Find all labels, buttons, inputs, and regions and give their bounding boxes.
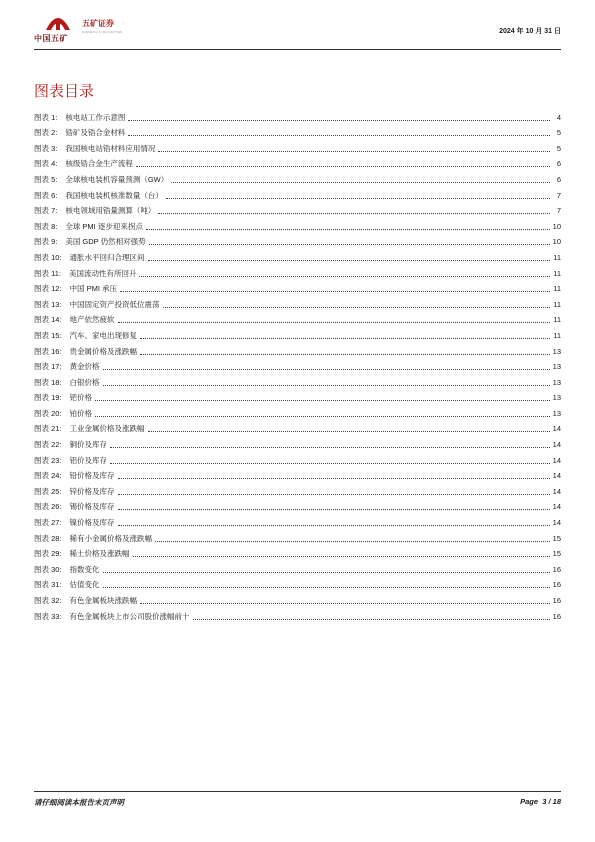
toc-entry-title: 黄金价格 (69, 362, 100, 372)
footer-divider (34, 791, 561, 792)
toc-entry-page: 16 (552, 611, 561, 621)
toc-entry[interactable] (34, 294, 561, 310)
footer-disclaimer: 请仔细阅读本报告末页声明 (34, 798, 124, 807)
toc-entry-title: 铂价格 (69, 408, 93, 418)
toc-entry[interactable] (34, 123, 561, 139)
toc-entry-title: 汽车、家电出现修复 (69, 330, 138, 340)
toc-entry-page: 10 (552, 237, 561, 247)
toc-entry-page: 6 (556, 174, 561, 184)
toc-entry-title: 核电站工作示意图 (65, 112, 126, 122)
toc-leader-dots (103, 572, 550, 573)
toc-entry-page: 14 (552, 518, 561, 528)
toc-entry-number: 图表 10: (34, 252, 62, 262)
toc-entry-title: 美国 GDP 仍然相对强势 (65, 237, 146, 247)
toc-entry-title: 贵金属价格及涨跌幅 (69, 346, 138, 356)
toc-entry-page: 5 (556, 143, 561, 153)
toc-entry-number: 图表 17: (34, 362, 62, 372)
toc-entry-number: 图表 2: (34, 128, 58, 138)
toc-entry-page: 14 (552, 471, 561, 481)
toc-entry-page: 16 (552, 580, 561, 590)
toc-leader-dots (128, 135, 550, 136)
toc-entry-title: 全球 PMI 逐步迎来拐点 (65, 221, 143, 231)
toc-entry[interactable] (34, 512, 561, 528)
toc-entry-page: 11 (553, 252, 561, 262)
toc-entry-title: 稀土价格及涨跌幅 (69, 549, 130, 559)
toc-entry-number: 图表 18: (34, 377, 62, 387)
toc-entry-title: 中国固定资产投资低位震荡 (69, 299, 160, 309)
toc-entry-page: 7 (556, 190, 561, 200)
toc-entry-page: 4 (556, 112, 561, 122)
toc-entry-number: 图表 31: (34, 580, 62, 590)
toc-entry-page: 11 (553, 268, 561, 278)
toc-entry[interactable] (34, 606, 561, 622)
toc-entry[interactable] (34, 138, 561, 154)
toc-entry-page: 6 (556, 159, 561, 169)
toc-entry-title: 白银价格 (69, 377, 100, 387)
toc-entry-title: 锆矿及锆合金材料 (65, 128, 126, 138)
toc-leader-dots (140, 338, 550, 339)
toc-leader-dots (158, 151, 550, 152)
toc-entry-page: 11 (553, 330, 561, 340)
toc-entry-title: 稀有小金属价格及涨跌幅 (69, 533, 153, 543)
toc-entry[interactable] (34, 279, 561, 295)
toc-entry-title: 钯价格 (69, 393, 93, 403)
page-number (520, 797, 561, 806)
toc-entry-title: 镍价格及库存 (69, 518, 115, 528)
toc-entry-number: 图表 3: (34, 143, 58, 153)
broker-name-block (82, 18, 122, 34)
header-divider (34, 49, 561, 50)
toc-entry-page: 11 (553, 299, 561, 309)
toc-entry[interactable] (34, 154, 561, 170)
toc-entry[interactable] (34, 185, 561, 201)
toc-entry-number: 图表 9: (34, 237, 58, 247)
toc-leader-dots (110, 463, 550, 464)
toc-entry-title: 中国 PMI 承压 (69, 284, 118, 294)
page-label: Page (520, 797, 539, 806)
toc-entry-page: 13 (552, 393, 561, 403)
toc-entry-page: 13 (552, 346, 561, 356)
broker-name: 五矿证券 (82, 19, 114, 28)
toc-entry-number: 图表 24: (34, 471, 62, 481)
toc-entry-title: 有色金属板块上市公司股价涨幅前十 (69, 611, 190, 621)
toc-leader-dots (118, 509, 550, 510)
toc-entry-number: 图表 6: (34, 190, 58, 200)
toc-entry-title: 通胀水平回归合理区间 (69, 252, 145, 262)
toc-leader-dots (171, 182, 550, 183)
toc-leader-dots (163, 307, 550, 308)
toc-leader-dots (120, 291, 550, 292)
toc-entry-number: 图表 14: (34, 315, 62, 325)
toc-entry[interactable] (34, 201, 561, 217)
toc-leader-dots (140, 354, 550, 355)
toc-entry[interactable] (34, 528, 561, 544)
toc-entry[interactable] (34, 107, 561, 123)
toc-entry[interactable] (34, 341, 561, 357)
toc-entry[interactable] (34, 434, 561, 450)
toc-entry-title: 地产依然疲软 (69, 315, 115, 325)
toc-entry-page: 13 (552, 408, 561, 418)
toc-entry-page: 5 (556, 128, 561, 138)
toc-entry-number: 图表 11: (34, 268, 61, 278)
toc-entry-number: 图表 20: (34, 408, 62, 418)
toc-entry-page: 10 (552, 221, 561, 231)
toc-entry-number: 图表 21: (34, 424, 62, 434)
toc-entry[interactable] (34, 216, 561, 232)
toc-entry-page: 14 (552, 440, 561, 450)
toc-entry[interactable] (34, 559, 561, 575)
toc-entry-number: 图表 22: (34, 440, 62, 450)
toc-entry-page: 11 (553, 284, 561, 294)
report-date: 2024 年 10 月 31 日 (499, 28, 561, 35)
logo-text: 中国五矿 (34, 34, 68, 43)
toc-entry[interactable] (34, 419, 561, 435)
toc-entry[interactable] (34, 310, 561, 326)
toc-entry-number: 图表 13: (34, 299, 62, 309)
toc-leader-dots (148, 431, 550, 432)
toc-entry[interactable] (34, 357, 561, 373)
toc-entry-title: 工业金属价格及涨跌幅 (69, 424, 145, 434)
toc-entry-number: 图表 16: (34, 346, 62, 356)
toc-leader-dots (118, 478, 550, 479)
toc-entry-title: 全球核电装机容量预测（GW） (65, 174, 169, 184)
toc-entry-number: 图表 26: (34, 502, 62, 512)
page-value: 3 / 18 (542, 797, 561, 806)
toc-entry-page: 15 (552, 533, 561, 543)
toc-entry-title: 铜价及库存 (69, 440, 108, 450)
toc-leader-dots (133, 556, 550, 557)
toc-entry-title: 指数变化 (69, 564, 100, 574)
toc-leader-dots (136, 166, 550, 167)
toc-entry-title: 我国核电装机核准数量（台） (65, 190, 163, 200)
minmetals-logo-icon (42, 12, 74, 32)
toc-entry-title: 我国核电站锆材料应用情况 (65, 143, 156, 153)
toc-leader-dots (103, 385, 550, 386)
toc-entry-page: 16 (552, 596, 561, 605)
toc-entry-title: 有色金属板块涨跌幅 (69, 596, 138, 605)
toc-entry-title: 估值变化 (69, 580, 100, 590)
toc-entry[interactable] (34, 544, 561, 560)
toc-leader-dots (158, 213, 550, 214)
toc-entry[interactable] (34, 247, 561, 263)
toc-entry-number: 图表 19: (34, 393, 62, 403)
toc-entry-page: 14 (552, 502, 561, 512)
toc-entry-number: 图表 5: (34, 174, 58, 184)
toc-entry[interactable] (34, 169, 561, 185)
toc-leader-dots (95, 416, 550, 417)
toc-entry[interactable] (34, 590, 561, 606)
toc-entry-page: 14 (552, 455, 561, 465)
toc-leader-dots (103, 369, 550, 370)
toc-entry[interactable] (34, 232, 561, 248)
toc-entry-number: 图表 8: (34, 221, 58, 231)
toc-leader-dots (166, 198, 550, 199)
toc-leader-dots (149, 244, 550, 245)
toc-entry-page: 13 (552, 362, 561, 372)
toc-entry-page: 14 (552, 486, 561, 496)
toc-entry[interactable] (34, 575, 561, 591)
toc-entry-number: 图表 33: (34, 611, 62, 621)
toc-entry-title: 美国流动性有所回升 (68, 268, 137, 278)
toc-entry[interactable] (34, 372, 561, 388)
toc-entry-title: 铝价及库存 (69, 455, 108, 465)
section-title: 图表目录 (34, 83, 95, 100)
toc-leader-dots (118, 494, 550, 495)
toc-entry[interactable] (34, 497, 561, 513)
toc-leader-dots (118, 525, 550, 526)
toc-leader-dots (103, 587, 550, 588)
toc-leader-dots (148, 260, 550, 261)
toc-entry-number: 图表 12: (34, 284, 62, 294)
toc-entry-page: 13 (552, 377, 561, 387)
table-of-figures (34, 107, 561, 622)
toc-entry-number: 图表 15: (34, 330, 62, 340)
toc-entry[interactable] (34, 403, 561, 419)
broker-english-name: MINMETALS SECURITIES (82, 30, 123, 34)
toc-entry-title: 锌价格及库存 (69, 486, 115, 496)
toc-entry-number: 图表 7: (34, 206, 58, 216)
toc-entry-page: 11 (553, 315, 561, 325)
toc-entry-number: 图表 27: (34, 518, 62, 528)
toc-leader-dots (146, 229, 550, 230)
toc-entry-title: 锡价格及库存 (69, 502, 115, 512)
toc-leader-dots (139, 276, 550, 277)
toc-entry-page: 14 (552, 424, 561, 434)
toc-leader-dots (95, 400, 550, 401)
toc-entry-number: 图表 4: (34, 159, 58, 169)
toc-entry[interactable] (34, 466, 561, 482)
toc-entry-title: 核电领域用锆量测算（吨） (65, 206, 156, 216)
page-header (34, 12, 561, 48)
toc-entry-page: 16 (552, 564, 561, 574)
toc-entry-number: 图表 23: (34, 455, 62, 465)
toc-leader-dots (193, 619, 550, 620)
toc-entry-page: 15 (552, 549, 561, 559)
toc-entry-number: 图表 29: (34, 549, 62, 559)
toc-entry[interactable] (34, 263, 561, 279)
toc-entry-number: 图表 30: (34, 564, 62, 574)
toc-leader-dots (118, 322, 550, 323)
toc-entry[interactable] (34, 388, 561, 404)
toc-entry-title: 铅价格及库存 (69, 471, 115, 481)
toc-leader-dots (128, 120, 550, 121)
toc-entry-number: 图表 32: (34, 596, 62, 605)
toc-entry-page: 7 (556, 206, 561, 216)
toc-entry[interactable] (34, 450, 561, 466)
toc-leader-dots (110, 447, 550, 448)
toc-entry-number: 图表 1: (34, 112, 58, 122)
toc-leader-dots (155, 541, 550, 542)
toc-entry-number: 图表 25: (34, 486, 62, 496)
toc-entry-title: 核级锆合金生产流程 (65, 159, 133, 169)
toc-entry-number: 图表 28: (34, 533, 62, 543)
toc-leader-dots (140, 603, 550, 604)
company-logo (34, 12, 82, 46)
toc-entry[interactable] (34, 325, 561, 341)
toc-entry[interactable] (34, 481, 561, 497)
